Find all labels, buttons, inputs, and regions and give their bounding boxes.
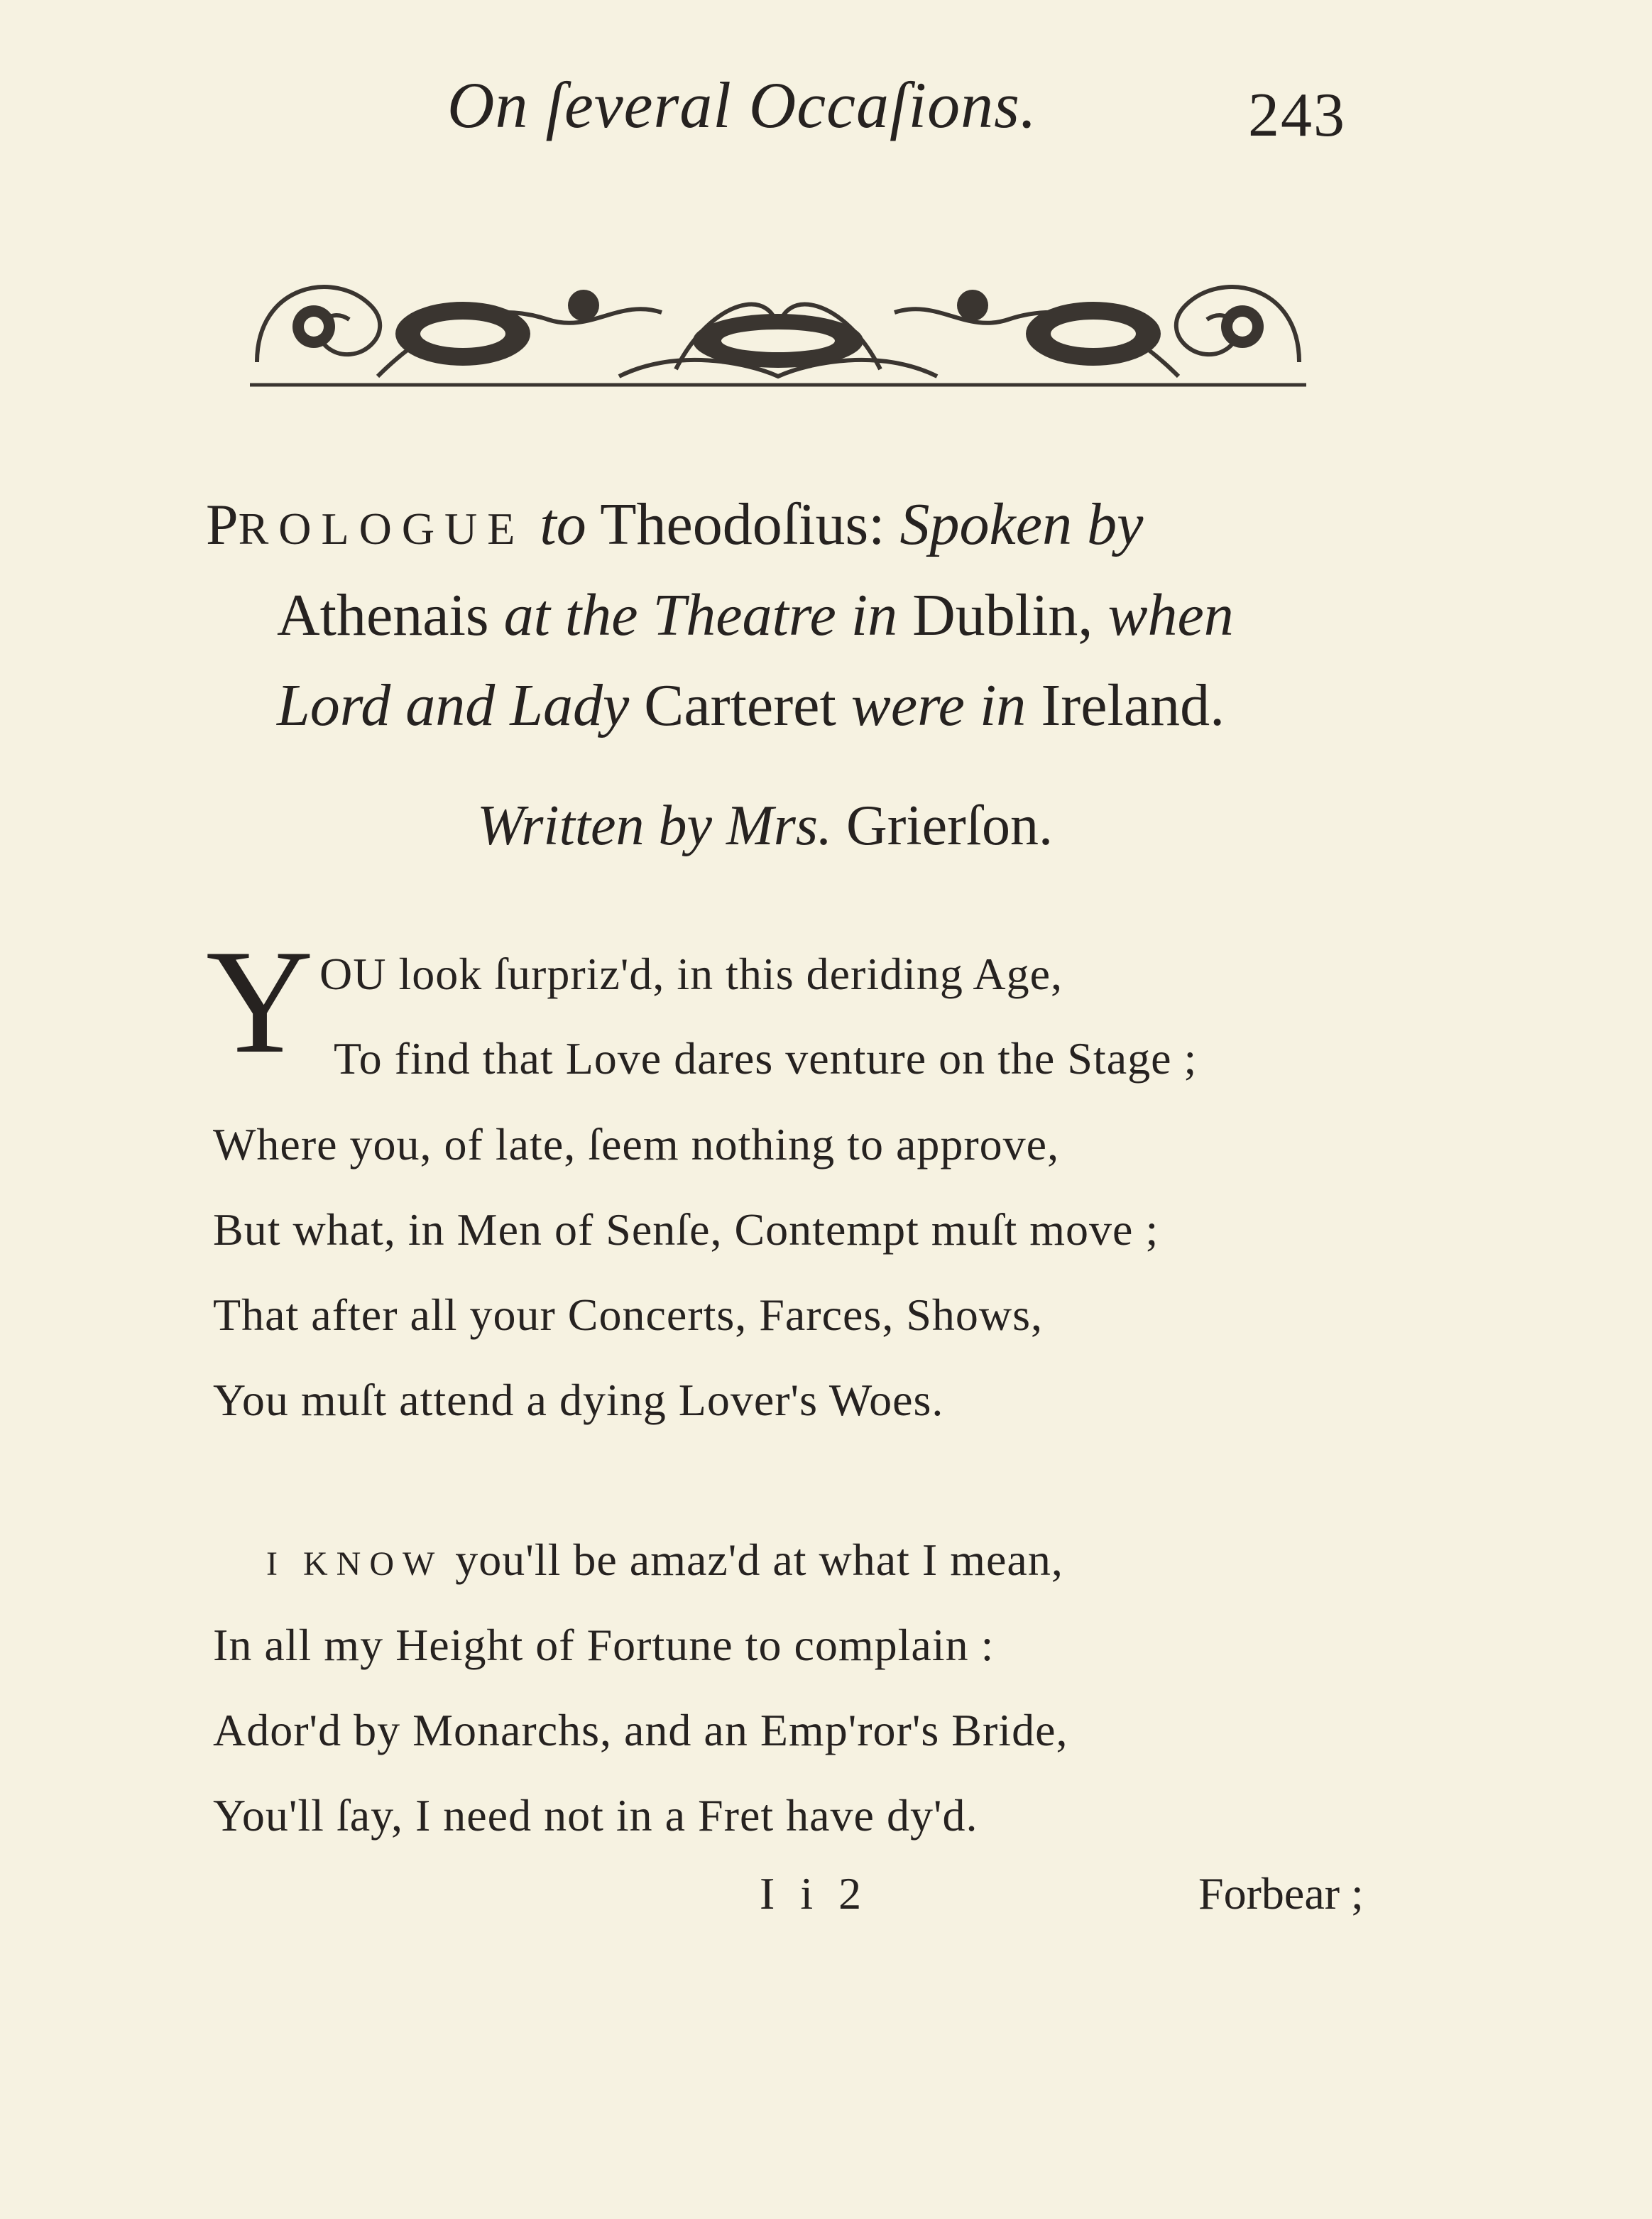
verse-line-7 — [266, 1534, 1063, 1586]
title-play: Theodoſius — [600, 491, 869, 557]
verse-line-1: OU look ſurpriz'd, in this deriding Age, — [319, 949, 1063, 999]
verse-line-3: Where you, of late, ſeem nothing to approve, — [213, 1119, 1060, 1170]
verse-line-7-rest: you'll be amaz'd at what I mean, — [455, 1534, 1063, 1585]
verse-line-6: You muſt attend a dying Lover's Woes. — [213, 1375, 944, 1425]
title-speaker: Athenais — [277, 582, 489, 648]
title-name: Carteret — [644, 672, 836, 738]
title-line-1 — [206, 490, 1143, 559]
headpiece-ornament — [250, 256, 1306, 391]
verse-line-2: To find that Love dares venture on the Stage ; — [334, 1033, 1198, 1084]
title-city: Dublin, — [912, 582, 1093, 648]
verse-line-10: You'll ſay, I need not in a Fret have dy'd. — [213, 1790, 978, 1841]
verse-line-8: In all my Height of Fortune to complain : — [213, 1620, 995, 1670]
title-at-theatre: at the Theatre in — [503, 582, 898, 648]
catchword: Forbear ; — [1198, 1868, 1364, 1919]
title-colon: : — [868, 491, 885, 557]
title-spoken-by: Spoken by — [899, 491, 1144, 557]
title-were-in: were in — [850, 672, 1027, 738]
signature-mark: I i 2 — [760, 1868, 869, 1919]
running-head: On ſeveral Occaſions. — [447, 69, 1037, 141]
byline-author: Grierſon. — [846, 795, 1053, 857]
byline — [477, 794, 1053, 858]
byline-written-by: Written by Mrs. — [477, 795, 832, 857]
title-line-2 — [277, 581, 1234, 650]
verse-line-7-smallcaps: I KNOW — [266, 1545, 444, 1583]
verse-line-9: Ador'd by Monarchs, and an Emp'ror's Bride, — [213, 1705, 1068, 1755]
title-prologue-initial: P — [206, 492, 239, 557]
page-number: 243 — [1248, 81, 1346, 150]
verse-line-4: But what, in Men of Senſe, Contempt muſt move ; — [213, 1204, 1159, 1255]
title-line-3 — [277, 671, 1225, 740]
title-to: to — [540, 491, 586, 557]
title-prologue: ROLOGUE — [238, 503, 525, 554]
title-when: when — [1107, 582, 1234, 648]
title-lord-lady: Lord and Lady — [277, 672, 630, 738]
drop-cap: Y — [206, 920, 314, 1084]
title-country: Ireland. — [1041, 672, 1225, 738]
verse-line-5: That after all your Concerts, Farces, Shows, — [213, 1290, 1044, 1340]
